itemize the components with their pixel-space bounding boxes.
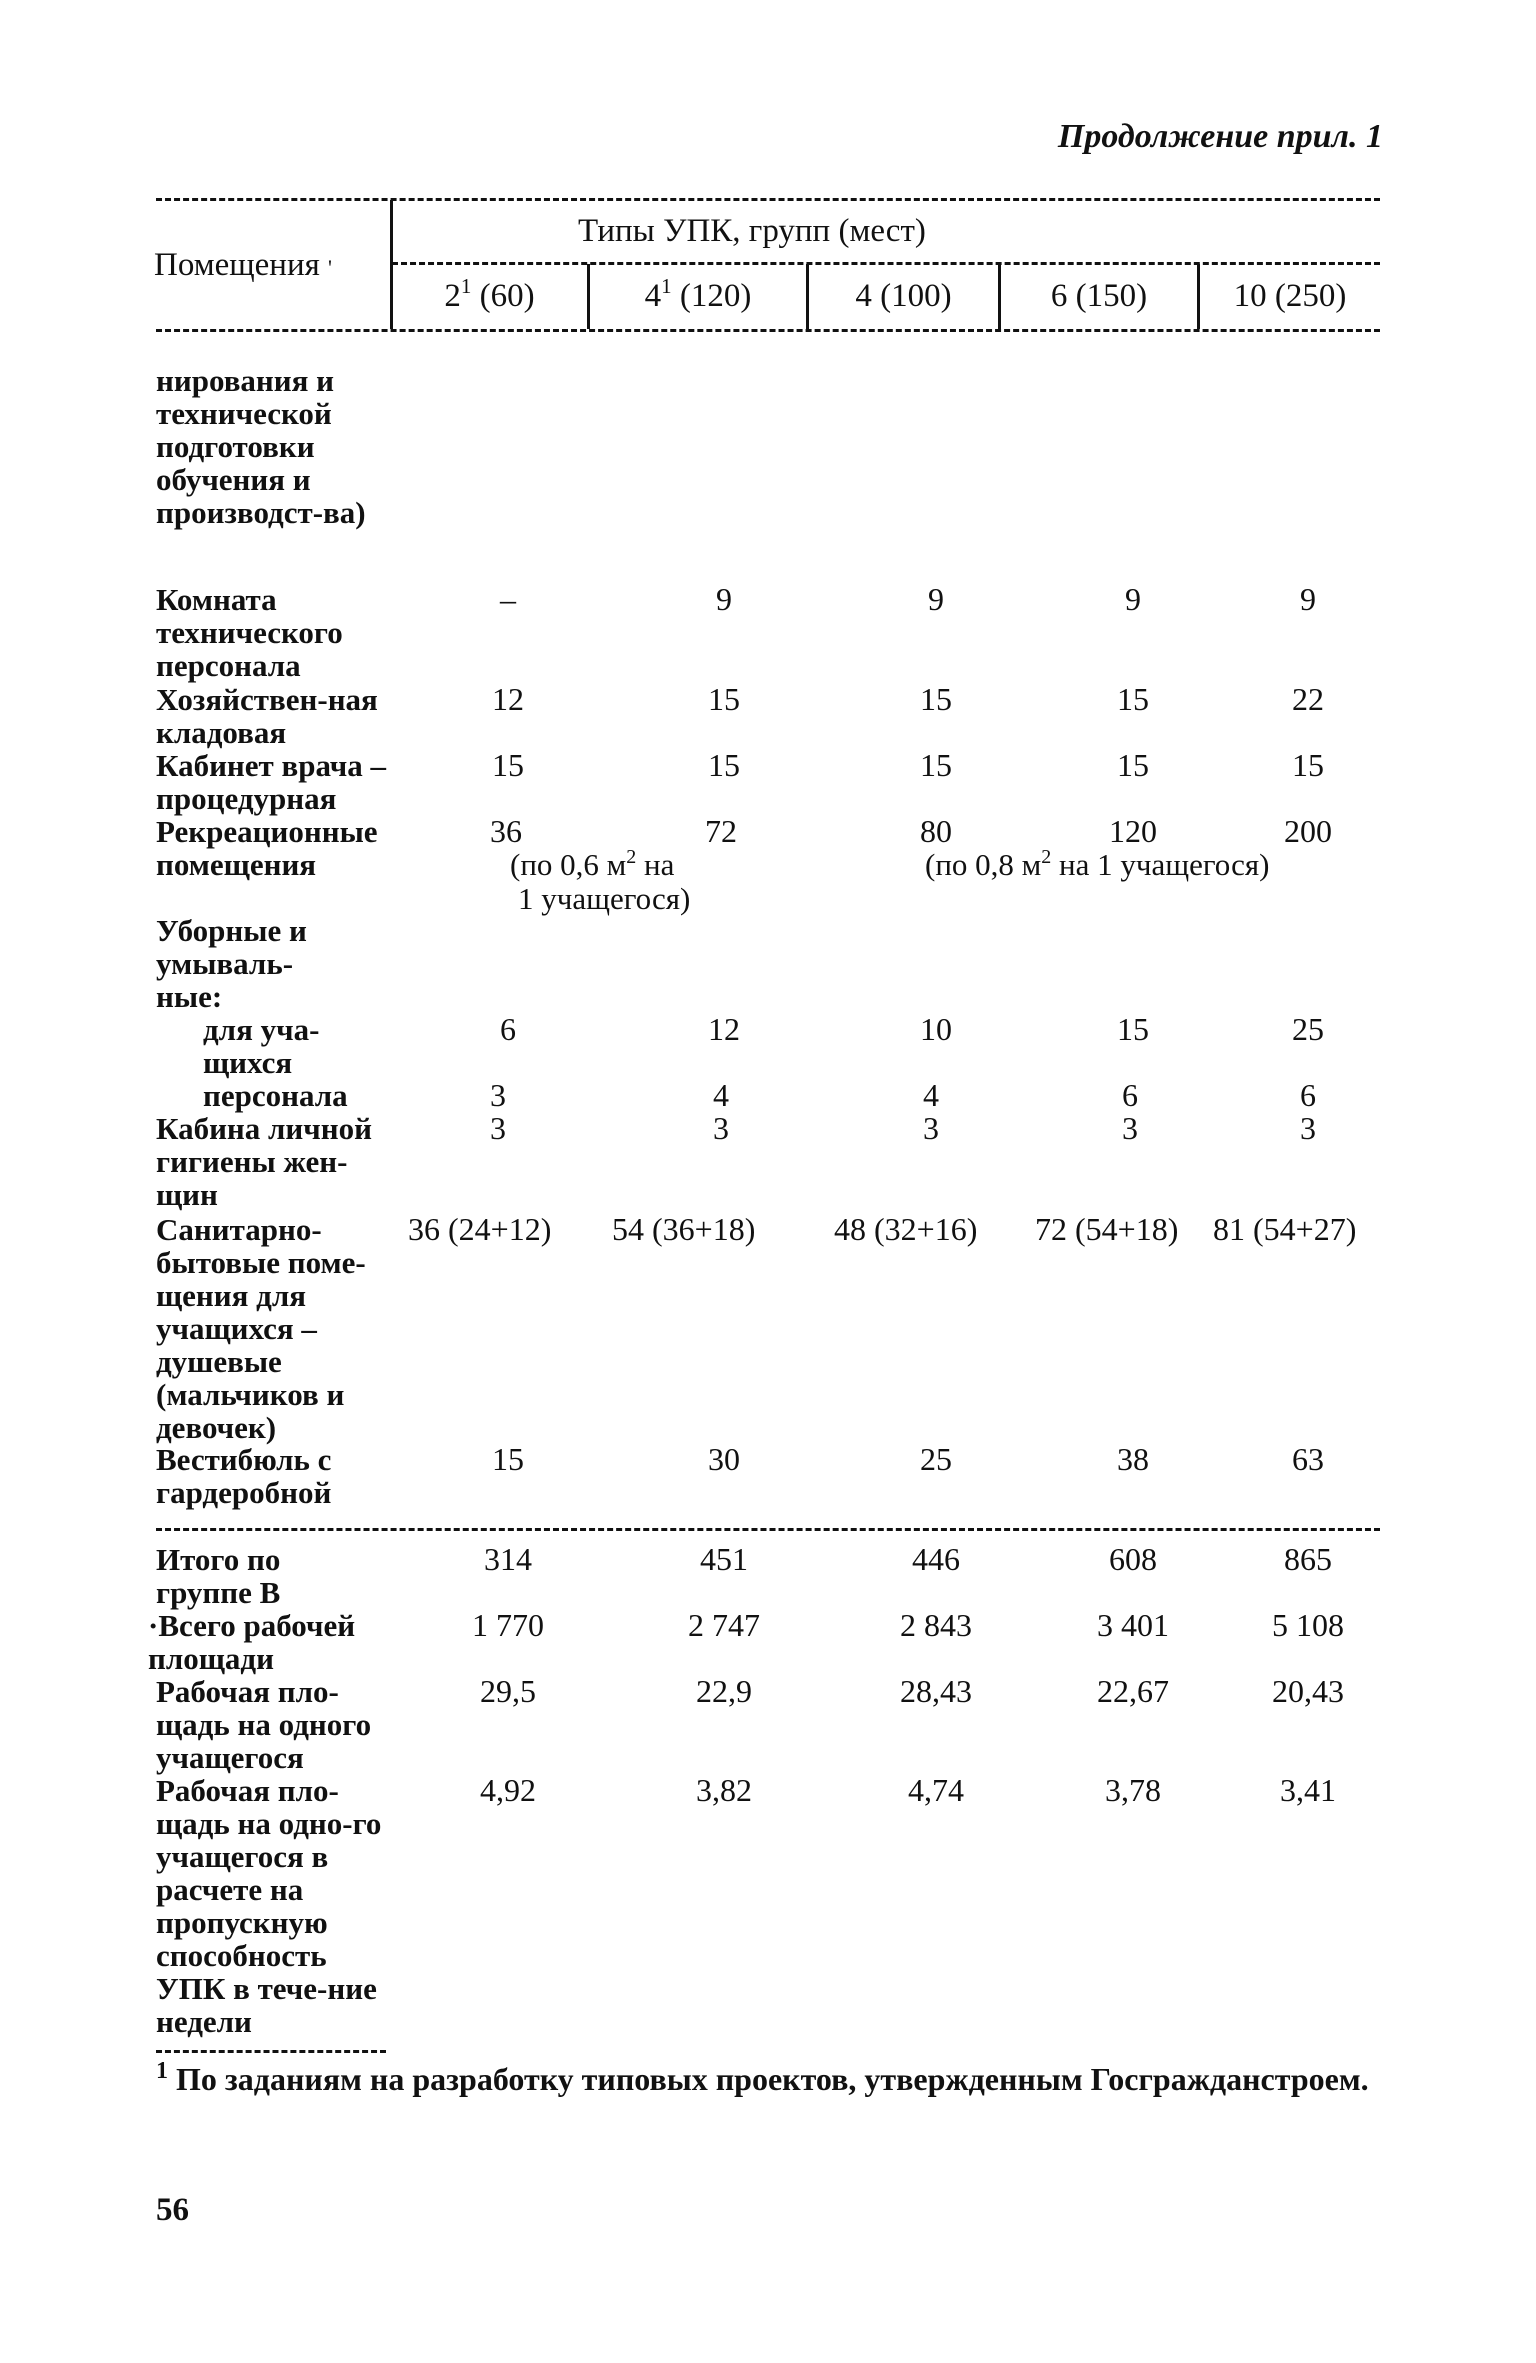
cell-r7-c3: 4 bbox=[923, 1077, 939, 1113]
footnote-text: По заданиям на разработку типовых проектов, утвержденным Госгражданстроем. bbox=[176, 2061, 1369, 2097]
cell-r2-c3: 15 bbox=[920, 681, 952, 717]
cell-r3-c2: 15 bbox=[708, 747, 740, 783]
page-number: 56 bbox=[156, 2192, 189, 2228]
cell-r8-c1: 3 bbox=[490, 1110, 506, 1146]
cell-r4-c3: 80 bbox=[920, 813, 952, 849]
header-rooms-label bbox=[154, 247, 332, 284]
col2-sup: 1 bbox=[661, 274, 672, 298]
column-header-1 bbox=[392, 274, 587, 315]
recreation-note-left bbox=[510, 848, 674, 881]
row-label-sanitary: Санитарно-бытовые поме-щения для учащихся – душевые (мальчиков и девочек) bbox=[156, 1212, 366, 1445]
cell-r14-c3: 4,74 bbox=[908, 1772, 964, 1808]
cell-r12-c2: 2 747 bbox=[688, 1607, 760, 1643]
header-group-title: Типы УПК, групп (мест) bbox=[578, 213, 926, 249]
recreation-note-left-line2: 1 учащегося) bbox=[518, 881, 691, 916]
header-top-rule bbox=[156, 198, 1380, 201]
cell-r11-c3: 446 bbox=[912, 1541, 960, 1577]
cell-r7-c5: 6 bbox=[1300, 1077, 1316, 1113]
cell-r11-c2: 451 bbox=[700, 1541, 748, 1577]
col5-text: 10 (250) bbox=[1233, 278, 1347, 314]
cell-r6-c1: 6 bbox=[500, 1011, 516, 1047]
row-label-toilets-students: для уча-щихся bbox=[203, 1012, 320, 1080]
cell-r12-c4: 3 401 bbox=[1097, 1607, 1169, 1643]
column-header-4 bbox=[1001, 278, 1197, 315]
note-left-suffix: на bbox=[636, 847, 675, 882]
cell-r1-c3: 9 bbox=[928, 581, 944, 617]
note-right-sup: 2 bbox=[1041, 846, 1052, 868]
cell-r12-c3: 2 843 bbox=[900, 1607, 972, 1643]
row-label-hygiene-cabin: Кабина личной гигиены жен-щин bbox=[156, 1111, 373, 1212]
row-label-area-per-capacity: Рабочая пло-щадь на одно-го учащегося в расчете на пропускную способность УПК в тече-ние недели bbox=[156, 1773, 382, 2039]
cell-r2-c5: 22 bbox=[1292, 681, 1324, 717]
note-right-prefix: (по 0,8 м bbox=[925, 847, 1042, 882]
cell-r4-c4: 120 bbox=[1109, 813, 1157, 849]
cell-r8-c5: 3 bbox=[1300, 1110, 1316, 1146]
row-label-recreation: Рекреационные помещения bbox=[156, 814, 378, 882]
cell-r11-c5: 865 bbox=[1284, 1541, 1332, 1577]
cell-r8-c4: 3 bbox=[1122, 1110, 1138, 1146]
note-right-suffix: на 1 учащегося) bbox=[1051, 847, 1270, 882]
col2-base: 4 bbox=[644, 278, 662, 314]
col1-base: 2 bbox=[444, 278, 461, 314]
cell-r14-c5: 3,41 bbox=[1280, 1772, 1336, 1808]
note-left-prefix: (по 0,6 м bbox=[510, 847, 627, 882]
row-label-total-group-b: Итого по группе В bbox=[156, 1542, 281, 1610]
cell-r10-c5: 63 bbox=[1292, 1441, 1324, 1477]
footnote bbox=[156, 2060, 1381, 2098]
cell-r13-c4: 22,67 bbox=[1097, 1673, 1169, 1709]
col4-text: 6 (150) bbox=[1050, 278, 1148, 314]
totals-rule bbox=[156, 1528, 1380, 1531]
cell-r9-c2: 54 (36+18) bbox=[612, 1211, 756, 1247]
row-label-continuation: нирования и технической подготовки обучения и производст-ва) bbox=[156, 363, 366, 530]
cell-r7-c4: 6 bbox=[1122, 1077, 1138, 1113]
cell-r4-c5: 200 bbox=[1284, 813, 1332, 849]
col3-text: 4 (100) bbox=[855, 278, 952, 314]
recreation-note-right bbox=[925, 848, 1269, 881]
row-label-total-working-area: ·Всего рабочей площади bbox=[148, 1608, 356, 1676]
cell-r3-c3: 15 bbox=[920, 747, 952, 783]
row-label-area-per-student: Рабочая пло-щадь на одного учащегося bbox=[156, 1674, 372, 1775]
header-mid-rule bbox=[392, 262, 1380, 265]
column-header-3 bbox=[809, 278, 998, 315]
cell-r7-c2: 4 bbox=[713, 1077, 729, 1113]
cell-r4-c1: 36 bbox=[490, 813, 522, 849]
cell-r3-c5: 15 bbox=[1292, 747, 1324, 783]
footnote-rule bbox=[156, 2050, 386, 2053]
cell-r9-c4: 72 (54+18) bbox=[1035, 1211, 1179, 1247]
cell-r6-c4: 15 bbox=[1117, 1011, 1149, 1047]
cell-r2-c1: 12 bbox=[492, 681, 524, 717]
rooms-label-text: Помещения bbox=[154, 247, 320, 283]
col1-rest: (60) bbox=[471, 278, 535, 314]
cell-r3-c1: 15 bbox=[492, 747, 524, 783]
row-label-toilets: Уборные и умываль-ные: bbox=[156, 913, 307, 1014]
cell-r9-c1: 36 (24+12) bbox=[408, 1211, 552, 1247]
cell-r12-c5: 5 108 bbox=[1272, 1607, 1344, 1643]
running-head: Продолжение прил. 1 bbox=[1057, 118, 1383, 155]
cell-r12-c1: 1 770 bbox=[472, 1607, 544, 1643]
cell-r14-c2: 3,82 bbox=[696, 1772, 752, 1808]
cell-r13-c5: 20,43 bbox=[1272, 1673, 1344, 1709]
cell-r6-c3: 10 bbox=[920, 1011, 952, 1047]
cell-r9-c5: 81 (54+27) bbox=[1213, 1211, 1357, 1247]
cell-r13-c1: 29,5 bbox=[480, 1673, 536, 1709]
cell-r14-c1: 4,92 bbox=[480, 1772, 536, 1808]
cell-r10-c1: 15 bbox=[492, 1441, 524, 1477]
rooms-label-mark: ' bbox=[328, 255, 333, 280]
cell-r1-c5: 9 bbox=[1300, 581, 1316, 617]
header-bottom-rule bbox=[156, 329, 1380, 332]
cell-r8-c3: 3 bbox=[923, 1110, 939, 1146]
cell-r4-c2: 72 bbox=[705, 813, 737, 849]
cell-r1-c1: – bbox=[500, 581, 516, 617]
cell-r10-c4: 38 bbox=[1117, 1441, 1149, 1477]
column-header-2 bbox=[590, 274, 806, 315]
footnote-mark: 1 bbox=[156, 2058, 168, 2084]
row-label-vestibule: Вестибюль с гардеробной bbox=[156, 1442, 332, 1510]
cell-r11-c1: 314 bbox=[484, 1541, 532, 1577]
cell-r1-c4: 9 bbox=[1125, 581, 1141, 617]
cell-r10-c2: 30 bbox=[708, 1441, 740, 1477]
cell-r7-c1: 3 bbox=[490, 1077, 506, 1113]
column-header-5 bbox=[1200, 278, 1380, 315]
cell-r8-c2: 3 bbox=[713, 1110, 729, 1146]
cell-r2-c2: 15 bbox=[708, 681, 740, 717]
row-label-tech-staff-room: Комната технического персонала bbox=[156, 582, 343, 683]
cell-r1-c2: 9 bbox=[716, 581, 732, 617]
cell-r6-c5: 25 bbox=[1292, 1011, 1324, 1047]
cell-r13-c2: 22,9 bbox=[696, 1673, 752, 1709]
row-label-toilets-staff: персонала bbox=[203, 1078, 348, 1113]
cell-r6-c2: 12 bbox=[708, 1011, 740, 1047]
cell-r14-c4: 3,78 bbox=[1105, 1772, 1161, 1808]
row-label-storeroom: Хозяйствен-ная кладовая bbox=[156, 682, 378, 750]
col1-sup: 1 bbox=[460, 274, 472, 298]
cell-r9-c3: 48 (32+16) bbox=[834, 1211, 978, 1247]
note-left-sup: 2 bbox=[626, 846, 637, 868]
cell-r2-c4: 15 bbox=[1117, 681, 1149, 717]
row-label-doctor-office: Кабинет врача – процедурная bbox=[156, 748, 387, 816]
cell-r10-c3: 25 bbox=[920, 1441, 952, 1477]
cell-r13-c3: 28,43 bbox=[900, 1673, 972, 1709]
col2-rest: (120) bbox=[671, 278, 752, 314]
cell-r11-c4: 608 bbox=[1109, 1541, 1157, 1577]
cell-r3-c4: 15 bbox=[1117, 747, 1149, 783]
